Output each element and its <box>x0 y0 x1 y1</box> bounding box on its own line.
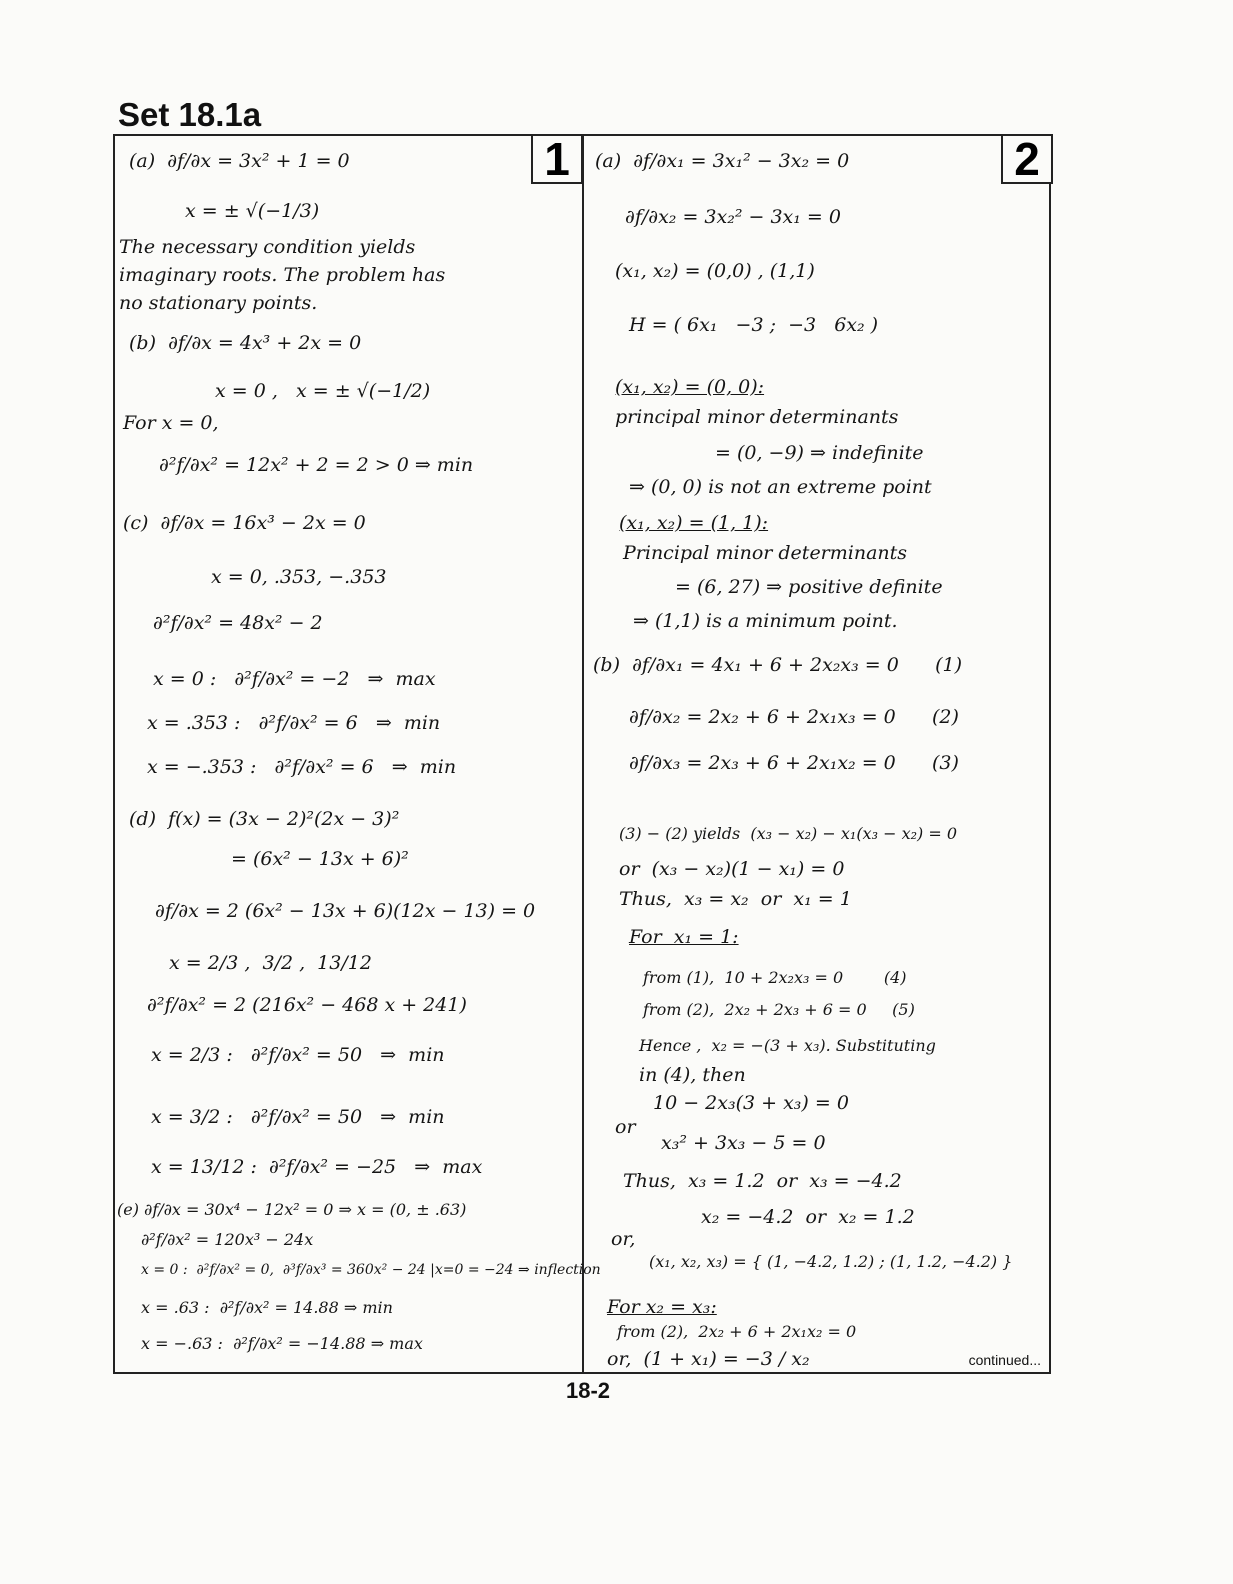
work-line: H = ( 6x₁ −3 ; −3 6x₂ ) <box>629 314 879 336</box>
work-line: or, (1 + x₁) = −3 / x₂ <box>607 1348 810 1370</box>
work-line: For x₂ = x₃: <box>607 1296 717 1318</box>
work-line: or, <box>611 1228 636 1250</box>
work-line: ∂f/∂x₃ = 2x₃ + 6 + 2x₁x₂ = 0 (3) <box>629 752 959 774</box>
work-line: = (6x² − 13x + 6)² <box>231 848 409 870</box>
work-line: imaginary roots. The problem has <box>119 264 446 286</box>
work-line: For x₁ = 1: <box>629 926 739 948</box>
work-line: ⇒ (1,1) is a minimum point. <box>633 610 898 632</box>
work-line: x = .63 : ∂²f/∂x² = 14.88 ⇒ min <box>141 1298 393 1317</box>
solution-frame <box>113 134 1051 1374</box>
work-line: in (4), then <box>639 1064 746 1086</box>
work-line: x = 3/2 : ∂²f/∂x² = 50 ⇒ min <box>151 1106 445 1128</box>
work-line: = (0, −9) ⇒ indefinite <box>715 442 924 464</box>
work-line: x₃² + 3x₃ − 5 = 0 <box>661 1132 826 1154</box>
work-line: x = −.353 : ∂²f/∂x² = 6 ⇒ min <box>147 756 457 778</box>
work-line: principal minor determinants <box>615 406 899 428</box>
column-divider <box>582 136 584 1372</box>
work-line: from (2), 2x₂ + 6 + 2x₁x₂ = 0 <box>617 1322 857 1341</box>
work-line: (b) ∂f/∂x = 4x³ + 2x = 0 <box>129 332 362 354</box>
work-line: Thus, x₃ = 1.2 or x₃ = −4.2 <box>623 1170 902 1192</box>
work-line: (c) ∂f/∂x = 16x³ − 2x = 0 <box>123 512 366 534</box>
work-line: ∂²f/∂x² = 48x² − 2 <box>153 612 323 634</box>
work-line: from (2), 2x₂ + 2x₃ + 6 = 0 (5) <box>643 1000 915 1019</box>
work-line: = (6, 27) ⇒ positive definite <box>675 576 943 598</box>
work-line: ∂²f/∂x² = 12x² + 2 = 2 > 0 ⇒ min <box>159 454 474 476</box>
work-line: x = ± √(−1/3) <box>185 200 320 222</box>
work-line: (d) f(x) = (3x − 2)²(2x − 3)² <box>129 808 400 830</box>
work-line: (x₁, x₂) = (1, 1): <box>619 512 769 534</box>
work-line: x = 0 , x = ± √(−1/2) <box>215 380 431 402</box>
problem-number-box-1: 1 <box>531 134 583 184</box>
continued-note: continued... <box>968 1352 1041 1368</box>
problem-number-box-2: 2 <box>1001 134 1053 184</box>
work-line: (3) − (2) yields (x₃ − x₂) − x₁(x₃ − x₂) = 0 <box>619 824 958 843</box>
page-number: 18-2 <box>566 1378 611 1403</box>
work-line: (e) ∂f/∂x = 30x⁴ − 12x² = 0 ⇒ x = (0, ± .63) <box>117 1200 467 1219</box>
work-line: Thus, x₃ = x₂ or x₁ = 1 <box>619 888 852 910</box>
work-line: x = −.63 : ∂²f/∂x² = −14.88 ⇒ max <box>141 1334 423 1353</box>
work-line: (b) ∂f/∂x₁ = 4x₁ + 6 + 2x₂x₃ = 0 (1) <box>593 654 962 676</box>
work-line: 10 − 2x₃(3 + x₃) = 0 <box>653 1092 849 1114</box>
work-line: x₂ = −4.2 or x₂ = 1.2 <box>701 1206 915 1228</box>
work-line: (a) ∂f/∂x = 3x² + 1 = 0 <box>129 150 350 172</box>
work-line: Principal minor determinants <box>623 542 908 564</box>
work-line: or (x₃ − x₂)(1 − x₁) = 0 <box>619 858 845 880</box>
page-title: Set 18.1a <box>118 96 262 133</box>
work-line: Hence , x₂ = −(3 + x₃). Substituting <box>639 1036 936 1055</box>
work-line: ∂f/∂x₂ = 3x₂² − 3x₁ = 0 <box>625 206 841 228</box>
work-line: ∂f/∂x₂ = 2x₂ + 6 + 2x₁x₃ = 0 (2) <box>629 706 959 728</box>
work-line: x = 0 : ∂²f/∂x² = −2 ⇒ max <box>153 668 436 690</box>
work-line: ∂²f/∂x² = 2 (216x² − 468 x + 241) <box>147 994 467 1016</box>
work-line: ∂f/∂x = 2 (6x² − 13x + 6)(12x − 13) = 0 <box>155 900 536 922</box>
work-line: or <box>615 1116 636 1138</box>
work-line: (a) ∂f/∂x₁ = 3x₁² − 3x₂ = 0 <box>595 150 850 172</box>
work-line: (x₁, x₂, x₃) = { (1, −4.2, 1.2) ; (1, 1.2, −4.2) } <box>649 1252 1013 1271</box>
work-line: (x₁, x₂) = (0, 0): <box>615 376 765 398</box>
work-line: ∂²f/∂x² = 120x³ − 24x <box>141 1230 314 1249</box>
work-line: x = .353 : ∂²f/∂x² = 6 ⇒ min <box>147 712 441 734</box>
work-line: x = 0, .353, −.353 <box>211 566 387 588</box>
work-line: The necessary condition yields <box>119 236 416 258</box>
work-line: x = 13/12 : ∂²f/∂x² = −25 ⇒ max <box>151 1156 483 1178</box>
work-line: no stationary points. <box>119 292 318 314</box>
work-line: x = 0 : ∂²f/∂x² = 0, ∂³f/∂x³ = 360x² − 24 |x=0 = −24 ⇒ inflection <box>141 1262 601 1278</box>
work-line: from (1), 10 + 2x₂x₃ = 0 (4) <box>643 968 907 987</box>
work-line: ⇒ (0, 0) is not an extreme point <box>629 476 932 498</box>
work-line: For x = 0, <box>123 412 219 434</box>
work-line: x = 2/3 , 3/2 , 13/12 <box>169 952 372 974</box>
work-line: x = 2/3 : ∂²f/∂x² = 50 ⇒ min <box>151 1044 445 1066</box>
work-line: (x₁, x₂) = (0,0) , (1,1) <box>615 260 815 282</box>
